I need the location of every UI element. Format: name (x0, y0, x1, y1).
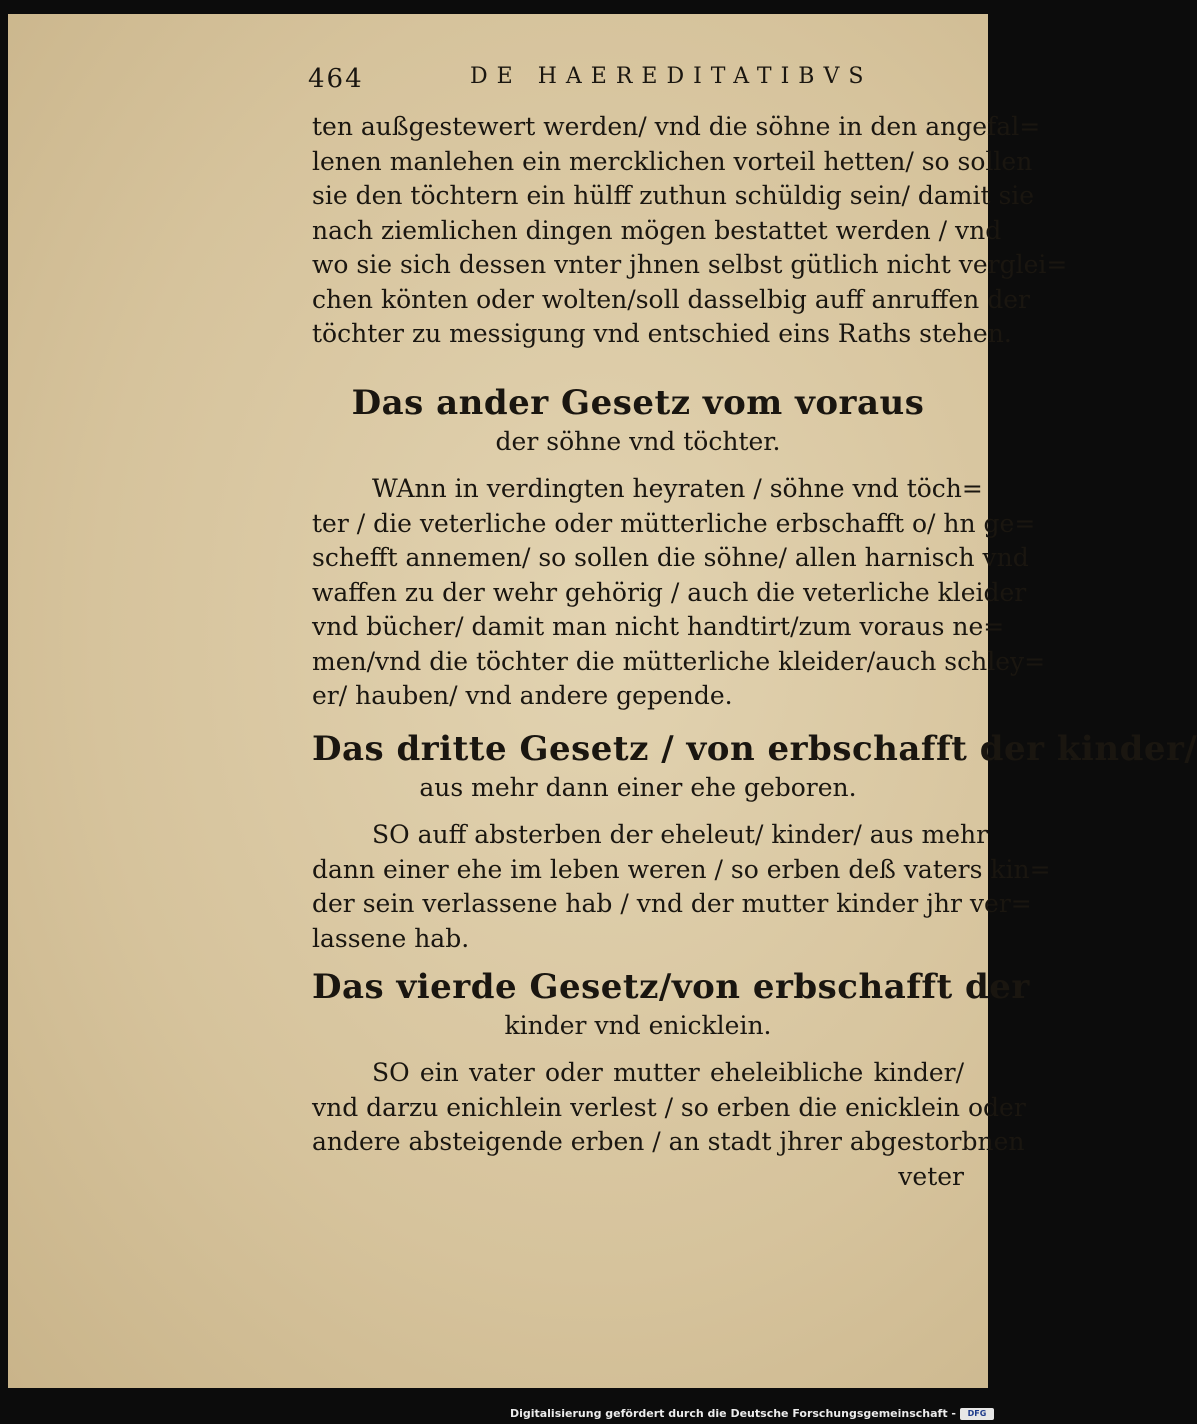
text-line: nach ziemlichen dingen mögen bestattet werden / vnd (312, 215, 1002, 245)
heading-subtitle: kinder vnd enicklein. (504, 1011, 772, 1040)
text-line: er/ hauben/ vnd andere gepende. (312, 681, 733, 710)
paragraph-continued (312, 110, 1068, 352)
funding-credit: Digitalisierung gefördert durch die Deutsche Forschungsgemeinschaft - (509, 1407, 956, 1420)
text-line: ter / die veterliche oder mütterliche erbschafft o/ hn ge= (312, 508, 1036, 538)
text-line: WAnn in verdingten heyraten / söhne vnd töch= (372, 474, 983, 503)
text-line: vnd darzu enichlein verlest / so erben die enicklein oder (312, 1092, 1026, 1122)
text-line: vnd bücher/ damit man nicht handtirt/zum voraus ne= (312, 612, 1005, 641)
paragraph-law-3 (312, 818, 1051, 956)
text-line: SO auff absterben der eheleut/ kinder/ aus mehr (372, 820, 989, 849)
paragraph-law-4 (312, 1056, 1026, 1194)
text-line: töchter zu messigung vnd entschied eins Raths stehen. (312, 319, 1012, 348)
page-header (0, 64, 1000, 104)
text-line: andere absteigende erben / an stadt jhrer abgestorbnen (312, 1127, 1025, 1156)
text-line: dann einer ehe im leben weren / so erben deß vaters kin= (312, 854, 1051, 884)
dfg-logo (960, 1408, 994, 1420)
text-line: SO ein vater oder mutter eheleibliche kinder/ (372, 1058, 964, 1087)
heading-title: Das vierde Gesetz/von erbschafft der (312, 967, 1030, 1007)
text-line: chen könten oder wolten/soll dasselbig auff anruffen der (312, 284, 1030, 314)
catchword: veter (898, 1161, 964, 1191)
text-line: lenen manlehen ein mercklichen vorteil hetten/ so sollen (312, 146, 1033, 176)
heading-subtitle: aus mehr dann einer ehe geboren. (419, 773, 857, 802)
page-number: 464 (308, 64, 364, 94)
text-line: sie den töchtern ein hülff zuthun schüldig sein/ damit sie (312, 181, 1035, 210)
text-line: wo sie sich dessen vnter jhnen selbst gütlich nicht verglei= (312, 250, 1068, 279)
text-line: schefft annemen/ so sollen die söhne/ allen harnisch vnd (312, 543, 1029, 572)
text-line: ten außgestewert werden/ vnd die söhne in den angefal= (312, 112, 1041, 141)
section-heading-3 (312, 728, 1197, 806)
section-heading-4 (312, 966, 1030, 1044)
heading-title: Das ander Gesetz vom voraus (351, 383, 925, 423)
text-line: lassene hab. (312, 923, 470, 953)
text-line: der sein verlassene hab / vnd der mutter kinder jhr ver= (312, 889, 1032, 918)
text-line: waffen zu der wehr gehörig / auch die veterliche kleider (312, 577, 1027, 607)
running-head: DE HAEREDITATIBVS (470, 64, 873, 89)
section-heading-2 (312, 382, 964, 460)
digitization-footer (0, 1404, 1000, 1424)
heading-subtitle: der söhne vnd töchter. (495, 427, 781, 456)
dfg-logo-text: DFG (967, 1409, 987, 1418)
text-line: men/vnd die töchter die mütterliche kleider/auch schley= (312, 646, 1046, 676)
paragraph-law-2 (312, 472, 1046, 714)
heading-title: Das dritte Gesetz / von erbschafft der kinder/ (312, 729, 1197, 769)
